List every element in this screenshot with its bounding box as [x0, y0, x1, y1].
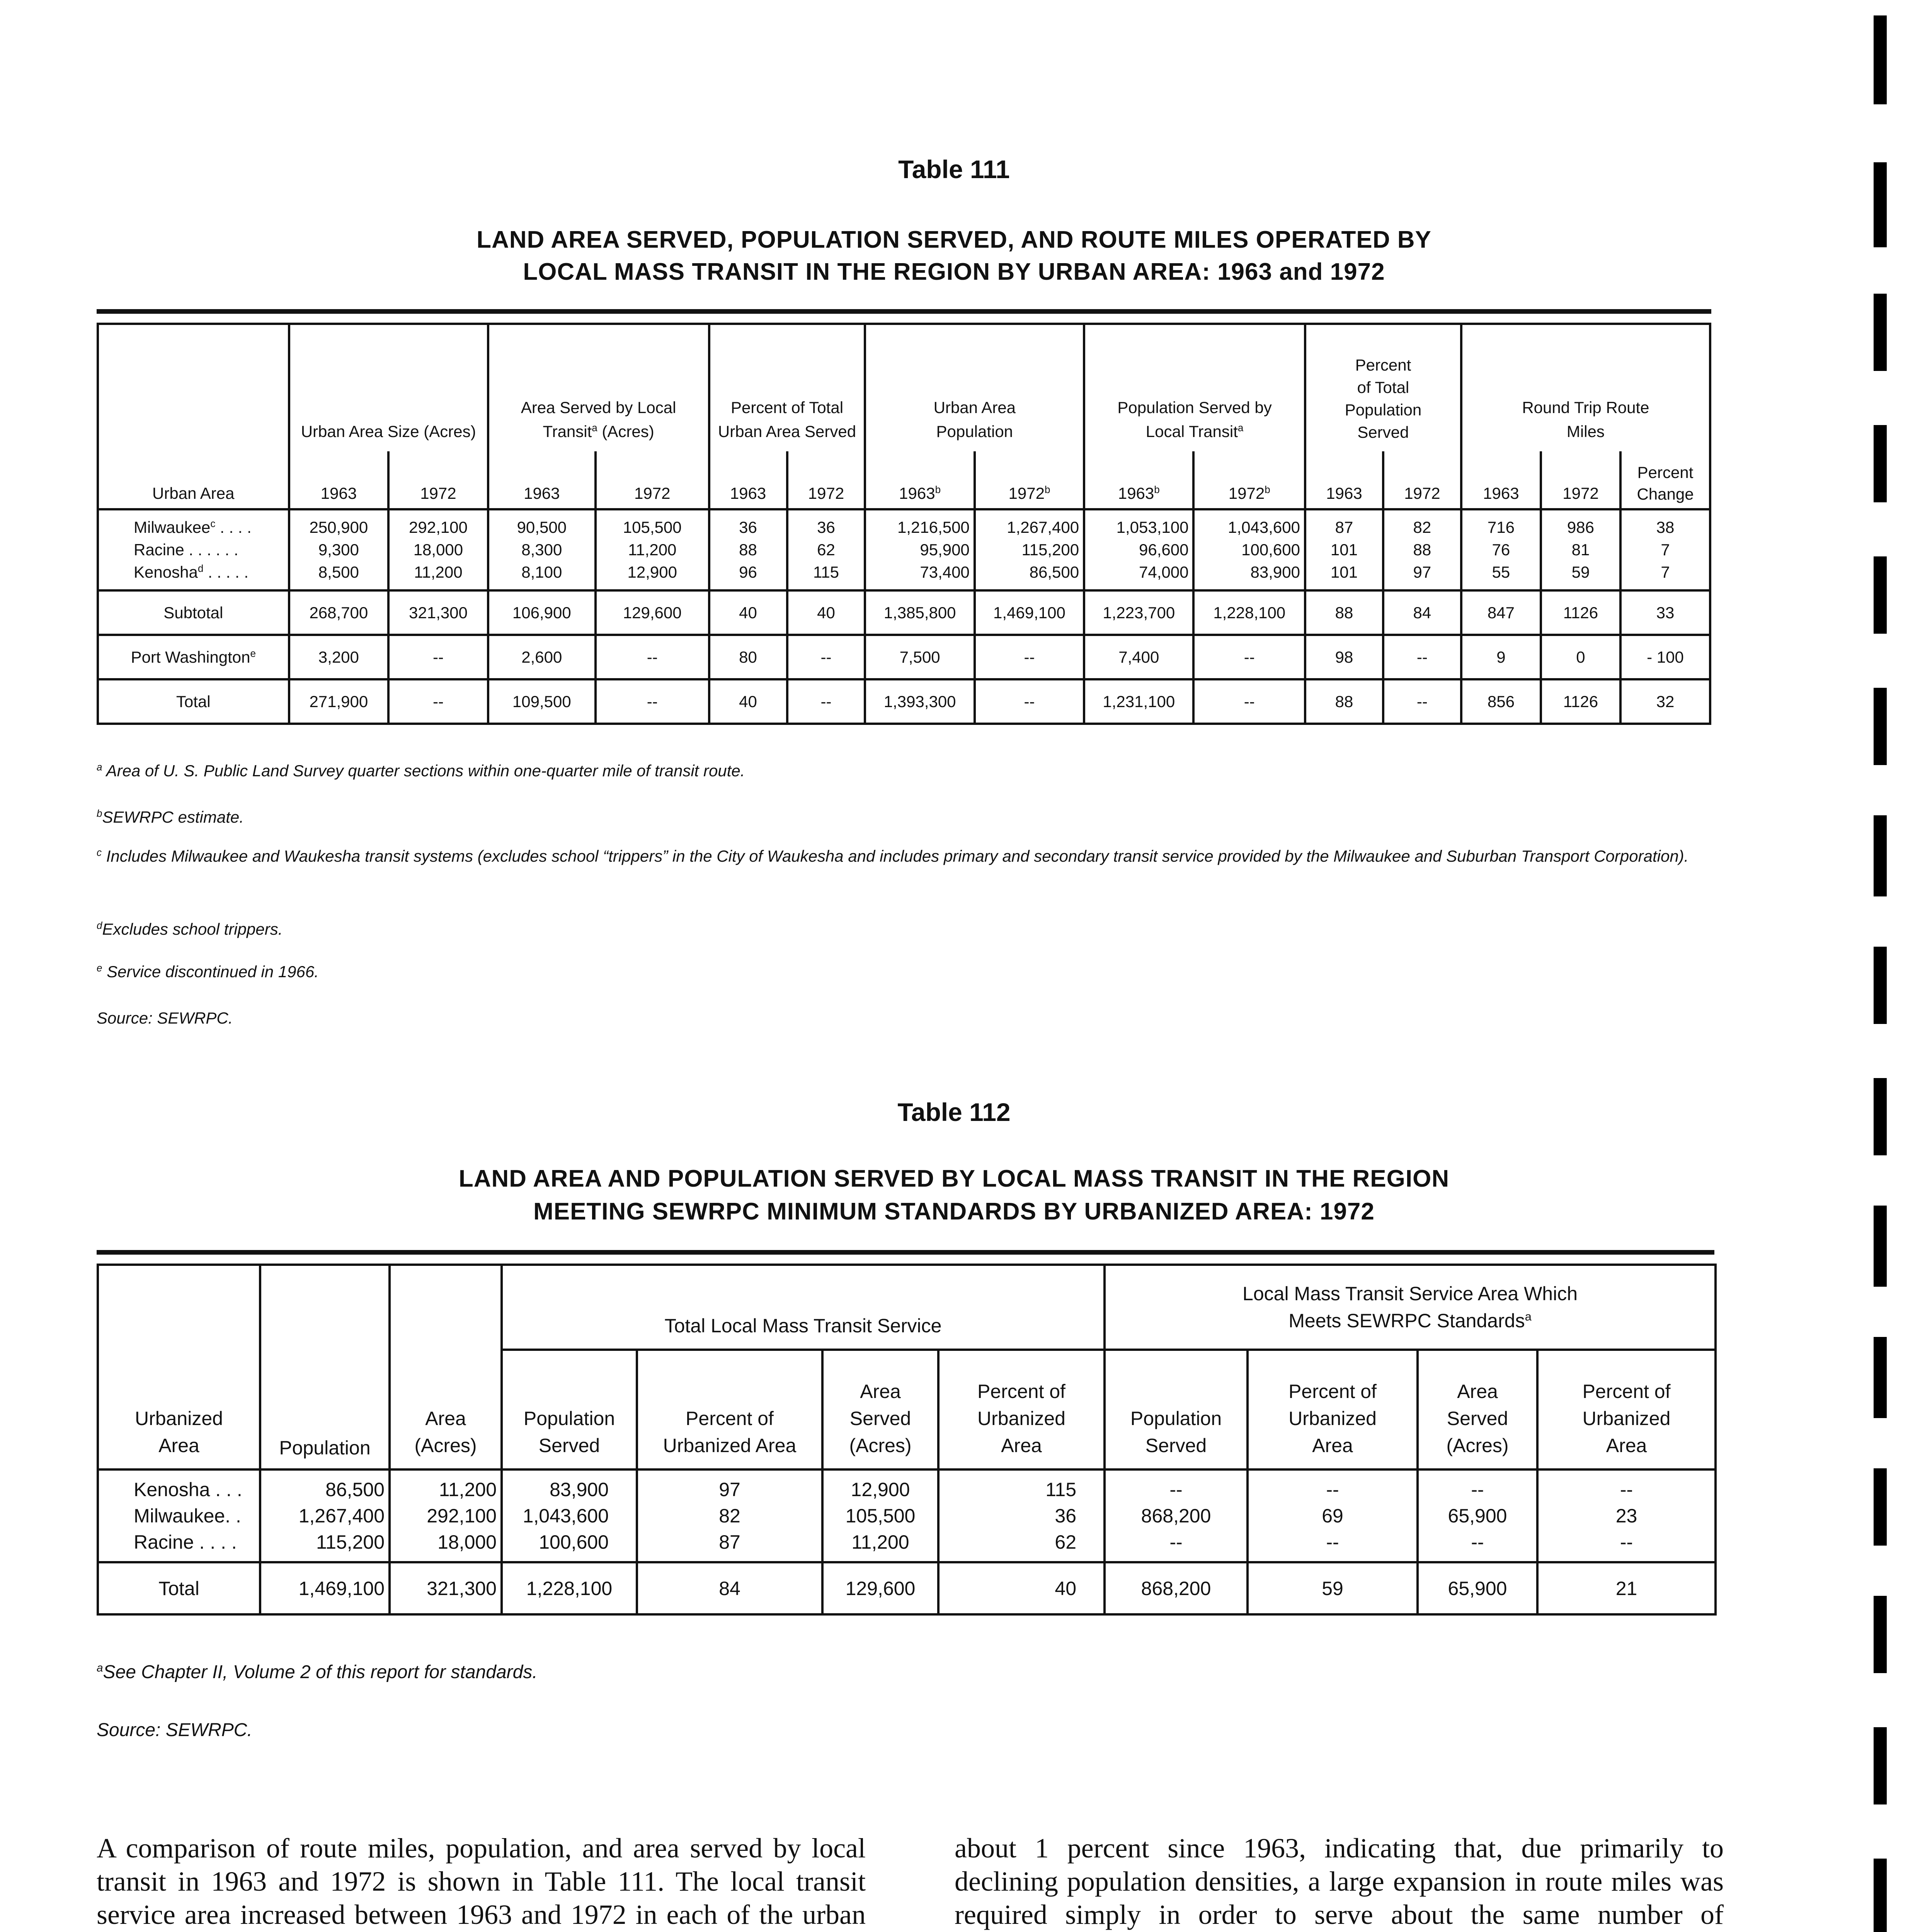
col-uap-1972 — [975, 509, 1084, 590]
table-cell: 250,900 — [309, 518, 368, 536]
table-112-top-rule — [97, 1250, 1714, 1255]
header-urban-area-population: Urban Area Population — [865, 324, 1084, 451]
table-cell: 3,200 — [289, 635, 389, 679]
header-urbanized-area: Urbanized Area — [98, 1350, 260, 1469]
header-percent-urbanized-area: Percent of Urbanized Area — [1537, 1350, 1716, 1469]
table-cell: 292,100 — [427, 1505, 497, 1527]
table-cell: 36 — [817, 518, 835, 536]
table-cell: 1,216,500 — [897, 518, 970, 536]
table-cell: 1,267,400 — [298, 1505, 385, 1527]
header-spacer — [260, 1265, 390, 1350]
col-std-percent-urbanized-area — [1537, 1469, 1716, 1562]
col-total-percent-urbanized — [938, 1469, 1105, 1562]
col-uas-1963 — [289, 509, 389, 590]
header-percent-change: Percent Change — [1620, 451, 1710, 509]
table-cell: 82 — [1413, 518, 1431, 536]
row-name-total: Total — [98, 679, 289, 724]
table-cell: 11,200 — [851, 1531, 909, 1553]
col-std-area-served — [1418, 1469, 1537, 1562]
table-cell: 97 — [1413, 563, 1431, 581]
header-urban-area-size: Urban Area Size (Acres) — [289, 324, 488, 451]
table-cell: 76 — [1492, 541, 1510, 559]
footnote-e: $^e$ Service discontinued in 1966. — [97, 962, 319, 981]
table-112-title-line1: LAND AREA AND POPULATION SERVED BY LOCAL MASS TRANSIT IN THE REGION — [458, 1165, 1450, 1192]
header-1972b: 1972$^b$ — [1193, 451, 1305, 509]
col-ptp-1963 — [1305, 509, 1383, 590]
table-112-source: Source: SEWRPC. — [97, 1720, 252, 1740]
table-cell: 7,500 — [865, 635, 974, 679]
table-cell: 88 — [1413, 541, 1431, 559]
header-population-served: Population Served — [1105, 1350, 1248, 1469]
table-cell: 88 — [1305, 679, 1383, 724]
header-percent-urbanized-area: Percent of Urbanized Area — [1248, 1350, 1418, 1469]
table-111-source: Source: SEWRPC. — [97, 1009, 233, 1027]
table-cell: 84 — [637, 1562, 822, 1614]
col-ps-1963 — [1084, 509, 1193, 590]
col-ptp-1972 — [1383, 509, 1461, 590]
table-cell: -- — [1193, 679, 1305, 724]
urbanized-area-names — [98, 1469, 260, 1562]
table-cell: 0 — [1541, 635, 1620, 679]
table-cell: 1,267,400 — [1007, 518, 1079, 536]
table-112 — [97, 1264, 1717, 1616]
table-cell: 55 — [1492, 563, 1510, 581]
table-cell: -- — [1620, 1479, 1633, 1500]
table-cell: 18,000 — [413, 541, 463, 559]
table-cell: 59 — [1571, 563, 1590, 581]
footnote-d: $^d$Excludes school trippers. — [97, 920, 283, 938]
table-cell: 88 — [1305, 590, 1383, 635]
header-1972: 1972 — [1541, 451, 1620, 509]
row-name-milwaukee: Milwaukee$^c$ . . . . — [134, 518, 252, 536]
port-washington-row — [98, 635, 1710, 679]
table-cell: 856 — [1461, 679, 1541, 724]
table-cell: -- — [1326, 1531, 1339, 1553]
header-total-service: Total Local Mass Transit Service — [502, 1265, 1105, 1350]
table-cell: 292,100 — [409, 518, 468, 536]
subtotal-row — [98, 590, 1710, 635]
table-cell: 38 — [1656, 518, 1675, 536]
table-cell: 716 — [1487, 518, 1515, 536]
header-1963: 1963 — [709, 451, 787, 509]
table-cell: 115,200 — [316, 1531, 385, 1553]
table-cell: 81 — [1571, 541, 1590, 559]
table-cell: 1,223,700 — [1084, 590, 1193, 635]
page-edge-mark — [1874, 556, 1887, 634]
body-right-column — [955, 1832, 1724, 1932]
table-cell: 106,900 — [488, 590, 596, 635]
col-ptua-1972 — [787, 509, 865, 590]
table-cell: 90,500 — [517, 518, 567, 536]
table-cell: 80 — [709, 635, 787, 679]
header-spacer — [390, 1265, 502, 1350]
table-cell: 1,228,100 — [502, 1562, 637, 1614]
row-name-subtotal: Subtotal — [98, 590, 289, 635]
header-urban-area: Urban Area — [98, 451, 289, 509]
table-cell: 74,000 — [1139, 563, 1189, 581]
table-cell: 8,300 — [521, 541, 562, 559]
header-standards-area: Local Mass Transit Service Area Which Meets SEWRPC Standards$^a$ — [1105, 1265, 1716, 1350]
table-cell: 129,600 — [822, 1562, 938, 1614]
page-edge-mark — [1874, 1337, 1887, 1418]
table-cell: 21 — [1537, 1562, 1716, 1614]
header-1972: 1972 — [596, 451, 709, 509]
table-cell: 62 — [817, 541, 835, 559]
table-cell: 847 — [1461, 590, 1541, 635]
table-cell: 83,900 — [550, 1479, 609, 1500]
table-cell: - 100 — [1620, 635, 1710, 679]
table-cell: 868,200 — [1141, 1505, 1211, 1527]
table-cell: 87 — [1335, 518, 1353, 536]
table-cell: 84 — [1383, 590, 1461, 635]
header-population: Population — [260, 1350, 390, 1469]
table-cell: -- — [1471, 1531, 1484, 1553]
header-1972: 1972 — [388, 451, 488, 509]
table-cell: 321,300 — [390, 1562, 502, 1614]
header-area-acres: Area (Acres) — [390, 1350, 502, 1469]
table-cell: 32 — [1620, 679, 1710, 724]
row-name-racine: Racine . . . . . . — [134, 541, 238, 559]
col-std-percent-urbanized — [1248, 1469, 1418, 1562]
table-cell: -- — [596, 635, 709, 679]
table-cell: 1,385,800 — [865, 590, 974, 635]
table-cell: 7 — [1661, 541, 1670, 559]
table-111 — [97, 323, 1711, 725]
table-cell: 101 — [1330, 541, 1358, 559]
table-cell: 40 — [787, 590, 865, 635]
header-1963: 1963 — [488, 451, 596, 509]
table-cell: 1,043,600 — [1228, 518, 1300, 536]
table-cell: 11,200 — [439, 1479, 497, 1500]
table-111-label: Table 111 — [898, 155, 1010, 184]
header-percent-urbanized-area: Percent of Urbanized Area — [637, 1350, 822, 1469]
col-uap-1963 — [865, 509, 974, 590]
header-population-served: Population Served — [502, 1350, 637, 1469]
table-cell: 1,053,100 — [1116, 518, 1189, 536]
page-edge-mark — [1874, 425, 1887, 502]
table-cell: 2,600 — [488, 635, 596, 679]
header-1963: 1963 — [1461, 451, 1541, 509]
header-area-served-acres: Area Served (Acres) — [822, 1350, 938, 1469]
table-111-title-line1: LAND AREA SERVED, POPULATION SERVED, AND ROUTE MILES OPERATED BY — [477, 226, 1431, 253]
row-name-racine: Racine . . . . — [134, 1531, 237, 1553]
header-ptp-line3: Population — [1345, 401, 1422, 419]
table-cell: -- — [1383, 635, 1461, 679]
table-cell: 11,200 — [414, 563, 463, 581]
table-cell: 98 — [1305, 635, 1383, 679]
header-area-served: Area Served by Local Transit$^a$ (Acres) — [488, 324, 709, 451]
table-cell: 86,500 — [1029, 563, 1079, 581]
table-cell: 986 — [1567, 518, 1594, 536]
table-cell: 1,469,100 — [975, 590, 1084, 635]
table-cell: 40 — [938, 1562, 1105, 1614]
header-ptp-line2: of Total — [1357, 378, 1409, 396]
table-cell: 23 — [1615, 1505, 1637, 1527]
table-cell: 109,500 — [488, 679, 596, 724]
body-paragraph: A comparison of route miles, population, and area served by local transit in 1963 and 1972 is shown in Table 111. The local transit service area increased between 1963 and 1972 in each of the urban — [97, 1833, 866, 1930]
footnote-c: $^c$ Includes Milwaukee and Waukesha transit systems (excludes school “trippers” in the City of Waukesha and includes primary and secondary transit service provided by the Milwaukee and Suburban Transport Corporation). — [97, 847, 1689, 865]
page-edge-mark — [1874, 1859, 1887, 1932]
page-edge-mark — [1874, 947, 1887, 1024]
table-cell: 1126 — [1541, 679, 1620, 724]
table-cell: -- — [1169, 1531, 1183, 1553]
row-name-kenosha: Kenosha . . . — [134, 1479, 242, 1500]
table-cell: 1,043,600 — [523, 1505, 609, 1527]
table-cell: 115 — [1045, 1479, 1077, 1500]
table-cell: 129,600 — [596, 590, 709, 635]
table-cell: 83,900 — [1250, 563, 1300, 581]
urban-area-names — [98, 509, 289, 590]
row-name-port-washington: Port Washington$^e$ — [98, 635, 289, 679]
row-name-milwaukee: Milwaukee. . — [134, 1505, 241, 1527]
table-cell: -- — [388, 635, 488, 679]
col-rtm-change — [1620, 509, 1710, 590]
table-cell: 1,231,100 — [1084, 679, 1193, 724]
table-cell: -- — [1169, 1479, 1183, 1500]
table-cell: 40 — [709, 590, 787, 635]
table-cell: -- — [975, 635, 1084, 679]
col-total-percent-area — [637, 1469, 822, 1562]
table-cell: 1,469,100 — [260, 1562, 390, 1614]
header-round-trip-route-miles: Round Trip Route Miles — [1461, 324, 1710, 451]
table-cell: 73,400 — [920, 563, 970, 581]
col-std-population-served — [1105, 1469, 1248, 1562]
table-cell: 100,600 — [539, 1531, 609, 1553]
header-area-served-acres: Area Served (Acres) — [1418, 1350, 1537, 1469]
table-cell: 69 — [1322, 1505, 1343, 1527]
header-1963b: 1963$^b$ — [865, 451, 974, 509]
table-cell: 321,300 — [388, 590, 488, 635]
page-edge-mark — [1874, 1468, 1887, 1546]
table-cell: 65,900 — [1418, 1562, 1537, 1614]
table-cell: 88 — [739, 541, 757, 559]
table-cell: 62 — [1055, 1531, 1077, 1553]
table-cell: 1,393,300 — [865, 679, 974, 724]
table-cell: 11,200 — [628, 541, 677, 559]
col-area-acres — [390, 1469, 502, 1562]
table-112-footnote-a: $^a$See Chapter II, Volume 2 of this report for standards. — [97, 1662, 538, 1682]
table-cell: 86,500 — [325, 1479, 385, 1500]
table-cell: 40 — [709, 679, 787, 724]
footnote-a: $^a$ Area of U. S. Public Land Survey quarter sections within one-quarter mile of transit route. — [97, 761, 745, 780]
table-cell: 1126 — [1541, 590, 1620, 635]
col-ptua-1963 — [709, 509, 787, 590]
col-rtm-1963 — [1461, 509, 1541, 590]
header-ptp-line1: Percent — [1355, 356, 1411, 374]
table-cell: 8,100 — [521, 563, 562, 581]
table-cell: -- — [975, 679, 1084, 724]
header-percent-total-population — [1305, 324, 1461, 451]
table-cell: 115 — [813, 563, 839, 581]
footnote-b: $^b$SEWRPC estimate. — [97, 808, 244, 826]
page-edge-mark — [1874, 1727, 1887, 1804]
table-cell: 97 — [719, 1479, 740, 1500]
table-cell: 87 — [719, 1531, 740, 1553]
table-cell: 96,600 — [1139, 541, 1189, 559]
table-cell: 100,600 — [1241, 541, 1300, 559]
page-edge-mark — [1874, 1596, 1887, 1673]
page-edge-mark — [1874, 15, 1887, 104]
col-total-area-served — [822, 1469, 938, 1562]
table-cell: -- — [1471, 1479, 1484, 1500]
table-cell: 115,200 — [1021, 541, 1079, 559]
table-cell: -- — [388, 679, 488, 724]
table-cell: 7 — [1661, 563, 1670, 581]
table-cell: 9 — [1461, 635, 1541, 679]
header-1963: 1963 — [289, 451, 389, 509]
col-as-1972 — [596, 509, 709, 590]
table-cell: -- — [1193, 635, 1305, 679]
page-edge-mark — [1874, 688, 1887, 765]
table-cell: 12,900 — [851, 1479, 910, 1500]
body-paragraph: about 1 percent since 1963, indicating that, due primarily to declining population densities, a large expansion in route miles was required simply in order to serve about the same number of — [955, 1833, 1724, 1930]
page-edge-mark — [1874, 294, 1887, 371]
col-rtm-1972 — [1541, 509, 1620, 590]
col-population — [260, 1469, 390, 1562]
table-cell: 33 — [1620, 590, 1710, 635]
page-edge-mark — [1874, 815, 1887, 896]
total-row — [98, 1562, 1716, 1614]
header-spacer — [98, 1265, 260, 1350]
row-name-total: Total — [98, 1562, 260, 1614]
table-cell: 82 — [719, 1505, 740, 1527]
header-percent-urbanized-area: Percent of Urbanized Area — [938, 1350, 1105, 1469]
col-ps-1972 — [1193, 509, 1305, 590]
urban-area-header-spacer — [98, 324, 289, 451]
table-cell: 868,200 — [1105, 1562, 1248, 1614]
header-1963: 1963 — [1305, 451, 1383, 509]
table-cell: 1,228,100 — [1193, 590, 1305, 635]
table-cell: 101 — [1330, 563, 1358, 581]
col-uas-1972 — [388, 509, 488, 590]
table-111-title-line2: LOCAL MASS TRANSIT IN THE REGION BY URBAN AREA: 1963 and 1972 — [523, 259, 1385, 285]
table-cell: 268,700 — [289, 590, 389, 635]
table-cell: -- — [596, 679, 709, 724]
table-cell: 8,500 — [318, 563, 359, 581]
table-cell: -- — [1326, 1479, 1339, 1500]
header-1972b: 1972$^b$ — [975, 451, 1084, 509]
header-1972: 1972 — [1383, 451, 1461, 509]
table-cell: 12,900 — [627, 563, 677, 581]
table-cell: 105,500 — [845, 1505, 916, 1527]
total-row — [98, 679, 1710, 724]
table-cell: 7,400 — [1084, 635, 1193, 679]
table-cell: 9,300 — [318, 541, 359, 559]
header-1972: 1972 — [787, 451, 865, 509]
table-cell: 96 — [739, 563, 757, 581]
col-as-1963 — [488, 509, 596, 590]
header-ptp-line4: Served — [1357, 423, 1409, 441]
table-cell: -- — [1620, 1531, 1633, 1553]
table-cell: 18,000 — [437, 1531, 497, 1553]
table-cell: 36 — [739, 518, 757, 536]
table-cell: -- — [787, 635, 865, 679]
body-left-column — [97, 1832, 866, 1932]
col-total-population-served — [502, 1469, 637, 1562]
table-cell: 36 — [1055, 1505, 1077, 1527]
header-1963b: 1963$^b$ — [1084, 451, 1193, 509]
table-cell: 271,900 — [289, 679, 389, 724]
header-population-served: Population Served by Local Transit$^a$ — [1084, 324, 1305, 451]
header-percent-total-urban-area: Percent of Total Urban Area Served — [709, 324, 865, 451]
table-cell: 65,900 — [1448, 1505, 1507, 1527]
table-cell: -- — [1383, 679, 1461, 724]
row-name-kenosha: Kenosha$^d$ . . . . . — [134, 563, 248, 581]
table-cell: 95,900 — [920, 541, 970, 559]
table-cell: -- — [787, 679, 865, 724]
table-112-label: Table 112 — [897, 1098, 1011, 1126]
table-cell: 59 — [1248, 1562, 1418, 1614]
table-111-top-rule — [97, 309, 1711, 314]
table-112-title-line2: MEETING SEWRPC MINIMUM STANDARDS BY URBANIZED AREA: 1972 — [533, 1198, 1375, 1225]
table-cell: 105,500 — [623, 518, 682, 536]
